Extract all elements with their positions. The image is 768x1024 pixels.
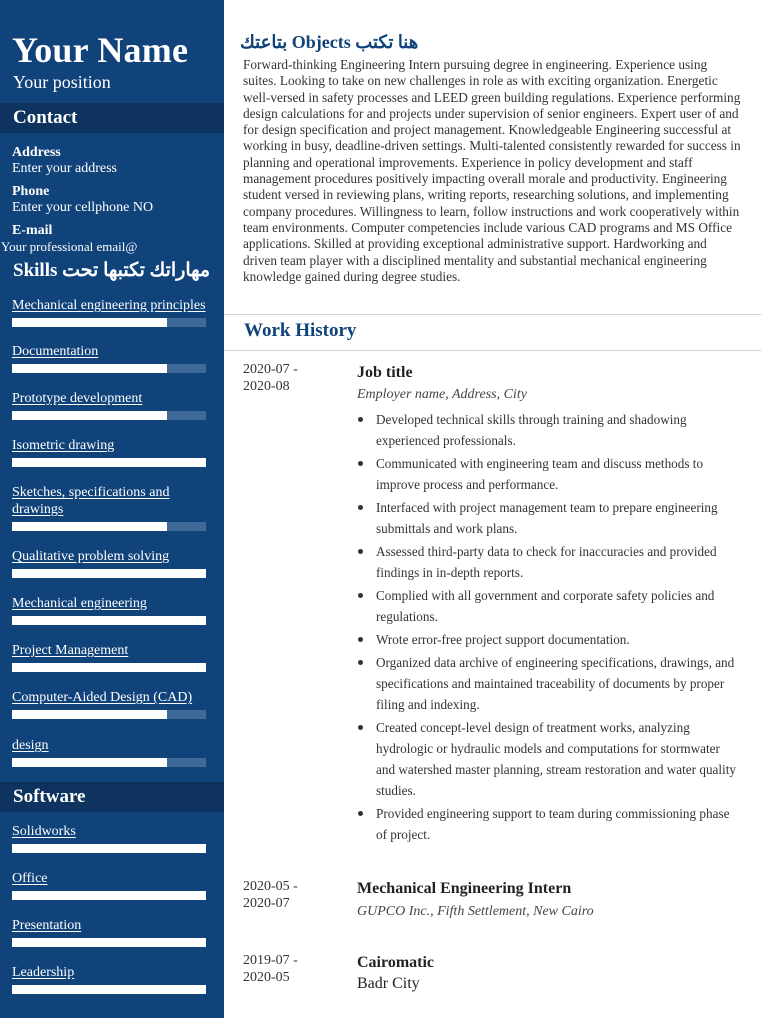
responsibility-item: Created concept-level design of treatment works, analyzing hydrologic or hydraulic models and computations for stormwater and watershed master planning, stream restoration and water quality studies. bbox=[357, 717, 739, 801]
phone-label: Phone bbox=[12, 184, 50, 199]
job-dates: 2020-05 - 2020-07 bbox=[243, 879, 298, 911]
skill-label: Mechanical engineering principles bbox=[12, 298, 206, 313]
responsibility-item: Provided engineering support to team during commissioning phase of project. bbox=[357, 803, 739, 845]
software-label: Solidworks bbox=[12, 824, 76, 839]
skill-label: Computer-Aided Design (CAD) bbox=[12, 690, 193, 705]
skill-level-bar bbox=[12, 522, 206, 531]
skill-item bbox=[12, 437, 206, 467]
skill-level-fill bbox=[12, 616, 206, 625]
skill-item bbox=[12, 642, 206, 672]
responsibility-item: Assessed third-party data to check for inaccuracies and provided findings in in-depth reports. bbox=[357, 541, 739, 583]
skill-item bbox=[12, 595, 206, 625]
candidate-name: Your Name bbox=[12, 30, 189, 70]
address-label: Address bbox=[12, 145, 61, 160]
responsibility-item: Organized data archive of engineering specifications, drawings, and specifications and maintained traceability of documents by proper filing and indexing. bbox=[357, 652, 739, 715]
software-heading: Software bbox=[0, 782, 224, 812]
skill-label: Sketches, specifications and drawings bbox=[12, 485, 170, 517]
job-employer: Employer name, Address, City bbox=[357, 387, 527, 402]
skill-item bbox=[12, 390, 206, 420]
email-label: E-mail bbox=[12, 223, 53, 238]
skill-item bbox=[12, 689, 206, 719]
email-value: Your professional email@ bbox=[1, 239, 138, 254]
skill-level-fill bbox=[12, 758, 167, 767]
job-dates: 2020-07 - 2020-08 bbox=[243, 362, 298, 394]
job-dates: 2019-07 - 2020-05 bbox=[243, 953, 298, 985]
skill-level-bar bbox=[12, 710, 206, 719]
software-level-fill bbox=[12, 985, 206, 994]
skill-level-bar bbox=[12, 411, 206, 420]
software-item bbox=[12, 823, 206, 853]
job-employer: GUPCO Inc., Fifth Settlement, New Cairo bbox=[357, 904, 594, 919]
skill-level-fill bbox=[12, 522, 167, 531]
skill-level-bar bbox=[12, 569, 206, 578]
skill-label: Project Management bbox=[12, 643, 129, 658]
responsibility-item: Communicated with engineering team and discuss methods to improve process and performance. bbox=[357, 453, 739, 495]
responsibility-item: Developed technical skills through training and shadowing experienced professionals. bbox=[357, 409, 739, 451]
skill-label: Prototype development bbox=[12, 391, 143, 406]
skill-level-bar bbox=[12, 758, 206, 767]
skill-level-bar bbox=[12, 616, 206, 625]
job-location: Badr City bbox=[357, 975, 420, 992]
skill-level-fill bbox=[12, 318, 167, 327]
skill-item bbox=[12, 548, 206, 578]
job-responsibilities bbox=[357, 409, 739, 847]
skill-label: design bbox=[12, 738, 49, 753]
skill-item bbox=[12, 343, 206, 373]
sidebar bbox=[0, 0, 224, 1018]
objects-heading: بتاعتك Objects هنا تكتب bbox=[240, 32, 419, 52]
job-title: Mechanical Engineering Intern bbox=[357, 880, 572, 897]
software-label: Leadership bbox=[12, 965, 75, 980]
skill-level-bar bbox=[12, 364, 206, 373]
skill-label: Isometric drawing bbox=[12, 438, 115, 453]
skill-item bbox=[12, 737, 206, 767]
software-level-fill bbox=[12, 938, 206, 947]
candidate-position: Your position bbox=[13, 72, 111, 92]
skill-item bbox=[12, 484, 206, 531]
software-item bbox=[12, 870, 206, 900]
software-level-bar bbox=[12, 985, 206, 994]
skill-level-bar bbox=[12, 663, 206, 672]
software-item bbox=[12, 964, 206, 994]
section-divider bbox=[224, 314, 761, 315]
responsibility-item: Wrote error-free project support documentation. bbox=[357, 629, 739, 650]
skill-level-fill bbox=[12, 663, 206, 672]
skill-level-fill bbox=[12, 364, 167, 373]
skill-level-fill bbox=[12, 569, 206, 578]
software-level-bar bbox=[12, 844, 206, 853]
job-title: Cairomatic bbox=[357, 954, 435, 971]
responsibility-item: Interfaced with project management team to prepare engineering submittals and work plans. bbox=[357, 497, 739, 539]
responsibility-item: Complied with all government and corporate safety policies and regulations. bbox=[357, 585, 739, 627]
address-value: Enter your address bbox=[12, 161, 117, 176]
skills-heading: Skills مهاراتك تكتبها تحت bbox=[13, 260, 211, 281]
software-label: Office bbox=[12, 871, 48, 886]
skill-level-bar bbox=[12, 458, 206, 467]
section-divider bbox=[224, 350, 761, 351]
job-title: Job title bbox=[357, 364, 413, 381]
skill-level-fill bbox=[12, 411, 167, 420]
software-level-bar bbox=[12, 938, 206, 947]
software-label: Presentation bbox=[12, 918, 82, 933]
skill-level-fill bbox=[12, 710, 167, 719]
software-level-fill bbox=[12, 891, 206, 900]
software-level-fill bbox=[12, 844, 206, 853]
skill-level-fill bbox=[12, 458, 206, 467]
contact-heading: Contact bbox=[0, 103, 224, 133]
profile-summary: Forward-thinking Engineering Intern pursuing degree in engineering. Experience using suites. Looking to take on new challenges in role as with exciting organization. Energetic well-versed in safety processes and LEED green building regulations. Experience performing design calculations for and projects under supervision of senior engineers. Expert user of and for design specification and project management. Knowledgeable Engineering successful at working in busy, deadline-driven settings. Multi-talented consistently rewarded for success in planning and operational improvements. Experience in policy development and staff management procedures positively impacting overall morale and productivity. Engineering student versed in reviewing plans, writing reports, researching solutions, and implementing company procedures. Willingness to learn, follow instructions and work cooperatively within team environments. Computer competencies include various CAD programs and MS Office applications. Skilled at providing exceptional administrative support. Hardworking and driven team player with a disciplined mentality and substantial mechanical engineering knowledge gained during degree studies. bbox=[243, 57, 741, 284]
software-level-bar bbox=[12, 891, 206, 900]
skill-level-bar bbox=[12, 318, 206, 327]
skill-label: Mechanical engineering bbox=[12, 596, 147, 611]
software-item bbox=[12, 917, 206, 947]
work-history-heading: Work History bbox=[244, 320, 357, 341]
skill-item bbox=[12, 297, 206, 327]
skill-label: Documentation bbox=[12, 344, 99, 359]
skill-label: Qualitative problem solving bbox=[12, 549, 170, 564]
phone-value: Enter your cellphone NO bbox=[12, 200, 154, 215]
